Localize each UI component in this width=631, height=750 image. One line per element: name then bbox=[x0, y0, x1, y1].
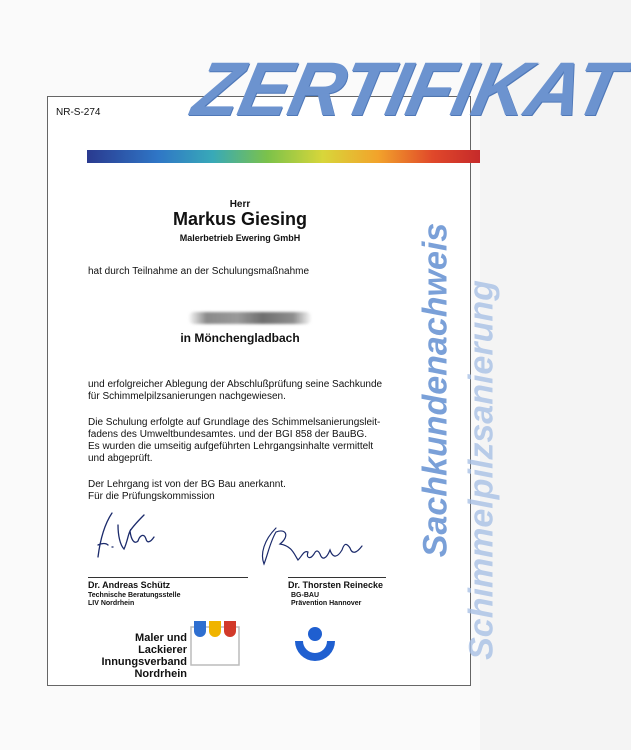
recipient-name: Markus Giesing bbox=[172, 209, 308, 229]
guild-logo-icon bbox=[190, 617, 242, 667]
right-signer-line-1: BG-BAU bbox=[291, 592, 319, 599]
right-signer-line-2: Prävention Hannover bbox=[291, 600, 362, 607]
paragraph-2-line-2: fadens des Umweltbundesamtes. und der BGI 858 der BauBG. bbox=[88, 429, 368, 440]
paragraph-2 bbox=[88, 417, 418, 465]
right-signer-name: Dr. Thorsten Reinecke bbox=[288, 580, 384, 590]
certificate-number: NR-S-274 bbox=[56, 107, 101, 118]
guild-paint-yellow bbox=[209, 621, 221, 637]
paragraph-3 bbox=[88, 479, 418, 503]
paragraph-2-line-3: Es wurden die umseitig aufgeführten Lehrgangsinhalte vermittelt bbox=[88, 441, 374, 452]
color-gradient-bar bbox=[87, 150, 480, 163]
guild-paint-red bbox=[224, 621, 236, 637]
guild-logo-line-1: Maler und Lackierer bbox=[135, 632, 187, 656]
left-signature-line bbox=[88, 577, 248, 578]
left-signer-line-1: Technische Beratungsstelle bbox=[88, 592, 181, 599]
right-signature-line bbox=[288, 577, 386, 578]
left-signer-affiliation bbox=[88, 592, 180, 608]
left-signer-name: Dr. Andreas Schütz bbox=[88, 580, 171, 590]
bg-bau-logo-dot bbox=[308, 627, 322, 641]
guild-logo-text bbox=[87, 632, 187, 680]
paragraph-2-line-1: Die Schulung erfolgte auf Grundlage des Schimmelsanierungsleit- bbox=[88, 417, 381, 428]
side-title: Sachkundenachweis bbox=[416, 222, 455, 558]
certificate-title: ZERTIFIKAT bbox=[185, 47, 631, 132]
intro-text: hat durch Teilnahme an der Schulungsmaßnahme bbox=[88, 266, 310, 277]
bg-bau-logo-arc bbox=[295, 641, 335, 661]
bg-bau-logo-icon bbox=[293, 625, 337, 663]
side-title-second: Schimmelpilzsanierung bbox=[462, 280, 501, 660]
guild-logo-line-3: Nordrhein bbox=[134, 668, 187, 680]
paragraph-3-line-1: Der Lehrgang ist von der BG Bau anerkannt. bbox=[88, 479, 286, 490]
course-place: in Mönchengladbach bbox=[180, 331, 300, 345]
right-signer-affiliation bbox=[291, 592, 361, 608]
paragraph-1-line-2: für Schimmelpilzsanierungen nachgewiesen. bbox=[88, 391, 286, 402]
left-signature bbox=[90, 505, 160, 565]
paragraph-2-line-4: und abgeprüft. bbox=[88, 453, 153, 464]
redacted-date bbox=[188, 312, 312, 324]
paragraph-1 bbox=[88, 379, 418, 403]
guild-paint-blue bbox=[194, 621, 206, 637]
guild-logo-line-2: Innungsverband bbox=[101, 656, 187, 668]
left-signer-line-2: LIV Nordrhein bbox=[88, 600, 135, 607]
paragraph-3-line-2: Für die Prüfungskommission bbox=[88, 491, 215, 502]
paragraph-1-line-1: und erfolgreicher Ablegung der Abschlußprüfung seine Sachkunde bbox=[88, 379, 383, 390]
right-signature bbox=[246, 520, 376, 570]
salutation: Herr bbox=[229, 199, 251, 210]
recipient-company: Malerbetrieb Ewering GmbH bbox=[179, 233, 301, 243]
